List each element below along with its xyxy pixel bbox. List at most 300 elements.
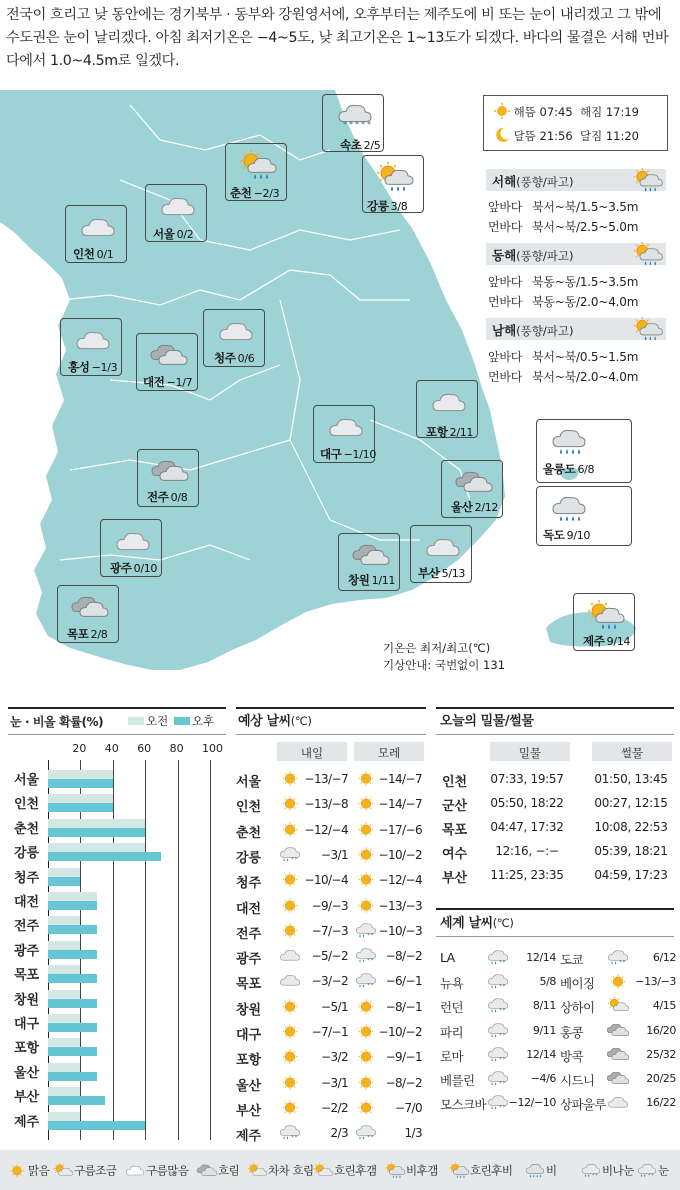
cloud-outline-icon — [124, 1162, 146, 1180]
tide-high: 05:50, 18:22 — [490, 796, 564, 810]
svg-text:*: * — [499, 1057, 502, 1063]
sun-icon — [278, 896, 302, 916]
category-label: 청주 — [14, 870, 40, 886]
forecast-temp-day2: −8/−1 — [385, 999, 422, 1014]
category-label: 부산 — [14, 1090, 40, 1106]
world-city-item — [560, 946, 678, 970]
bar-pm — [48, 852, 161, 861]
forecast-temp-day1: −3/1 — [321, 1075, 348, 1090]
sun-icon — [354, 1047, 378, 1067]
category-label: 제주 — [14, 1114, 40, 1130]
gridline — [178, 760, 179, 1140]
world-city: 뉴욕 — [440, 976, 463, 992]
city-temp: −1/7 — [166, 376, 193, 389]
city-temp: 0/10 — [133, 562, 158, 575]
forecast-day2-header: 모레 — [354, 742, 424, 761]
world-temp: 9/11 — [532, 1023, 556, 1037]
gridline — [113, 760, 114, 1140]
forecast-city: 대구 — [236, 1028, 262, 1043]
city-name: 울산 — [451, 500, 473, 514]
forecast-city: 창원 — [236, 1002, 262, 1018]
world-city-item — [440, 994, 558, 1018]
svg-text:*: * — [502, 1009, 506, 1015]
category-label: 목포 — [14, 968, 40, 984]
tide-row — [440, 864, 675, 888]
forecast-city: 포항 — [236, 1053, 262, 1069]
world-temp: 20/25 — [646, 1072, 676, 1085]
forecast-temp-day2: −7/0 — [395, 1100, 422, 1115]
cloud-icon — [606, 1093, 630, 1113]
world-city: 시드니 — [560, 1073, 595, 1088]
forecast-temp-day1: −13/−8 — [304, 797, 348, 812]
legend-item — [580, 1162, 634, 1180]
x-tick-label: 20 — [72, 742, 87, 755]
svg-text:*: * — [651, 1173, 654, 1179]
x-tick-label: 80 — [169, 742, 184, 755]
city-temp: 1/11 — [371, 574, 396, 587]
svg-text:*: * — [595, 1173, 598, 1179]
world-city-item — [560, 1091, 678, 1115]
city-temp: 2/11 — [449, 426, 474, 439]
category-label: 광주 — [14, 943, 40, 959]
svg-text:*: * — [367, 120, 371, 129]
world-temp: 16/22 — [646, 1096, 676, 1110]
world-city-item — [440, 1067, 558, 1091]
cloud-snow-icon — [486, 1021, 510, 1041]
legend-item — [52, 1162, 116, 1180]
category-label: 춘천 — [14, 821, 40, 837]
sea-east-far: 먼바다 북동~동/2.0~4.0m — [488, 295, 639, 309]
forecast-temp-day2: −12/−4 — [378, 873, 422, 888]
overcast-icon — [70, 592, 110, 624]
forecast-top-rule — [236, 707, 426, 709]
legend-am-swatch — [128, 717, 144, 725]
moonset-time: 달짐 11:20 — [579, 129, 639, 143]
cloud-snow-icon — [278, 845, 302, 865]
category-label: 창원 — [14, 992, 40, 1008]
moon-icon — [494, 127, 510, 143]
city-name: 광주 — [110, 561, 132, 575]
bar-pm — [48, 999, 97, 1008]
world-top-rule — [436, 908, 674, 910]
legend-label: 흐린후갬 — [334, 1163, 377, 1178]
svg-text:*: * — [502, 1033, 506, 1039]
tide-row — [440, 792, 675, 816]
bar-pm — [48, 901, 97, 910]
svg-text:*: * — [499, 1009, 502, 1015]
bar-pm — [48, 1023, 97, 1032]
legend-am-label: 오전 — [146, 714, 169, 728]
sunrise-icon — [494, 103, 510, 119]
sun-icon — [354, 1073, 378, 1093]
cloud-snow-icon — [354, 1123, 378, 1143]
partly-cloudy-rain-icon — [384, 1162, 406, 1180]
category-label: 울산 — [14, 1065, 40, 1081]
city-temp: 2/8 — [90, 628, 108, 641]
legend-label: 흐린후비 — [470, 1163, 513, 1178]
cloud-snow-icon — [486, 1093, 510, 1113]
tide-city: 인천 — [442, 775, 468, 790]
bar-pm — [48, 950, 97, 959]
sea-west-header: 서해(풍향/파고) — [486, 169, 666, 191]
x-tick-label: 100 — [202, 742, 223, 755]
svg-text:*: * — [367, 933, 370, 939]
world-temp: −12/−10 — [508, 1096, 556, 1110]
forecast-city: 대전 — [236, 901, 262, 917]
legend-item — [312, 1162, 376, 1180]
world-city: 베를린 — [440, 1073, 475, 1088]
city-name: 인천 — [73, 247, 95, 261]
sun-icon — [278, 794, 302, 814]
forecast-row — [236, 869, 426, 894]
world-temp: −4/6 — [530, 1072, 556, 1085]
svg-text:*: * — [499, 1082, 502, 1088]
forecast-row — [236, 970, 426, 995]
sunrise-time: 해뜸 07:45 — [513, 105, 573, 119]
cloud-icon — [278, 971, 302, 991]
svg-text:*: * — [349, 120, 353, 129]
map-label-daejeon — [143, 374, 192, 390]
map-label-seoul — [153, 226, 193, 242]
forecast-temp-day1: −9/−3 — [311, 898, 348, 913]
overcast-icon — [196, 1162, 218, 1180]
bar-pm — [48, 828, 145, 837]
forecast-sub-rule — [236, 734, 426, 735]
forecast-temp-day1: −10/−4 — [304, 873, 348, 888]
forecast-row — [236, 1046, 426, 1071]
sun-icon — [354, 1022, 378, 1042]
sun-icon — [278, 1022, 302, 1042]
forecast-temp-day1: −5/−2 — [311, 949, 348, 964]
forecast-temp-day2: −10/−2 — [378, 1025, 422, 1039]
forecast-row — [236, 768, 426, 793]
sea-west-near: 앞바다 북서~북/1.5~3.5m — [488, 200, 639, 214]
cloud-rain-icon — [549, 426, 589, 458]
map-label-gangneung — [367, 198, 407, 214]
sea-east-icon — [632, 242, 664, 268]
forecast-temp-day1: −3/2 — [321, 1050, 348, 1065]
partly-cloudy-rain-icon — [375, 162, 415, 194]
sun-icon — [6, 1162, 28, 1180]
city-temp: −1/10 — [343, 448, 377, 461]
world-city: 상하이 — [560, 1000, 595, 1016]
sun-icon — [278, 1047, 302, 1067]
cloud-icon — [113, 526, 153, 558]
svg-text:*: * — [291, 858, 294, 864]
bar-pm — [48, 1047, 97, 1056]
legend-item — [636, 1162, 669, 1180]
sunset-time: 해짐 17:19 — [579, 105, 639, 119]
legend-label: 구름많음 — [146, 1163, 189, 1178]
world-temp: 6/12 — [652, 951, 676, 964]
forecast-temp-day1: −13/−7 — [304, 772, 348, 786]
tide-low: 05:39, 18:21 — [594, 844, 668, 858]
cloud-snow-icon — [354, 921, 378, 941]
city-name: 대구 — [320, 447, 342, 461]
svg-text:*: * — [648, 1173, 651, 1179]
world-city: 베이징 — [560, 976, 595, 992]
world-sub-rule — [436, 936, 674, 937]
tide-low: 04:59, 17:23 — [594, 868, 668, 882]
forecast-day1-header: 내일 — [277, 742, 347, 761]
forecast-temp-day1: −3/1 — [321, 847, 348, 862]
legend-item — [6, 1162, 49, 1180]
legend-pm-swatch — [174, 717, 190, 725]
legend-label: 눈 — [658, 1163, 669, 1178]
overcast-icon — [606, 1021, 630, 1041]
tides-sub-rule — [436, 734, 674, 735]
svg-text:*: * — [367, 1136, 370, 1142]
cloud-icon — [73, 325, 113, 357]
forecast-row — [236, 1072, 426, 1097]
sea-east-near: 앞바다 북동~동/1.5~3.5m — [488, 275, 639, 289]
sun-icon — [354, 845, 378, 865]
svg-text:*: * — [619, 961, 622, 967]
tide-city: 부산 — [442, 871, 468, 886]
sun-icon — [354, 794, 378, 814]
svg-text:*: * — [294, 1136, 298, 1142]
svg-text:*: * — [499, 1106, 502, 1112]
overcast-icon — [606, 1069, 630, 1089]
gridline — [210, 760, 211, 1140]
sun-icon — [278, 1073, 302, 1093]
category-label: 전주 — [14, 919, 40, 935]
tide-city: 군산 — [442, 799, 468, 814]
partly-cloudy-icon — [246, 1162, 268, 1180]
cloud-snow-icon — [486, 1069, 510, 1089]
world-city-item — [440, 946, 558, 970]
forecast-city: 부산 — [236, 1103, 262, 1119]
cloud-icon — [326, 412, 366, 444]
svg-text:*: * — [355, 120, 359, 129]
map-label-chuncheon — [230, 185, 279, 201]
tide-city: 여수 — [442, 847, 468, 862]
svg-text:*: * — [499, 961, 502, 967]
city-temp: 5/13 — [441, 567, 466, 580]
map-label-mokpo — [67, 626, 107, 642]
svg-text:*: * — [367, 959, 370, 965]
world-temp: 5/8 — [539, 975, 556, 989]
svg-text:*: * — [502, 1106, 506, 1112]
world-temp: −13/−3 — [635, 975, 676, 989]
forecast-city: 춘천 — [236, 825, 262, 841]
world-city-item — [560, 1067, 678, 1091]
sea-south-far: 먼바다 북서~북/2.0~4.0m — [488, 370, 639, 384]
city-name: 울릉도 — [543, 462, 576, 476]
svg-text:*: * — [343, 120, 347, 129]
forecast-title: 예상 날씨(℃) — [238, 714, 312, 729]
sea-west-icon — [632, 168, 664, 194]
sea-south-icon — [632, 317, 664, 343]
legend-item — [196, 1162, 239, 1180]
partly-cloudy-rain-icon — [586, 600, 626, 632]
sun-row — [494, 103, 639, 120]
svg-text:*: * — [294, 858, 298, 864]
forecast-temp-day2: −9/−1 — [385, 1050, 422, 1065]
svg-text:*: * — [592, 1173, 595, 1179]
forecast-city: 제주 — [236, 1129, 262, 1145]
chart-sub-rule — [8, 734, 226, 735]
forecast-temp-day2: −10/−3 — [378, 923, 422, 938]
world-city: 로마 — [440, 1048, 463, 1064]
svg-text:*: * — [502, 1082, 506, 1088]
partly-cloudy-rain-icon — [448, 1162, 470, 1180]
world-title: 세계 날씨(℃) — [440, 916, 514, 931]
tide-low: 00:27, 12:15 — [594, 796, 668, 810]
cloud-snow-icon — [486, 972, 510, 992]
city-temp: 9/14 — [606, 635, 631, 648]
svg-text:*: * — [499, 1033, 502, 1039]
map-label-dokdo — [543, 527, 590, 543]
cloud-snow-icon — [636, 1162, 658, 1180]
bar-pm — [48, 779, 113, 788]
legend-item — [384, 1162, 438, 1180]
tides-title: 오늘의 밀물/썰물 — [440, 714, 534, 729]
city-name: 강릉 — [367, 199, 389, 213]
world-city-item — [560, 994, 678, 1018]
city-name: 춘천 — [230, 186, 252, 200]
sun-icon — [278, 1098, 302, 1118]
partly-cloudy-icon — [606, 996, 630, 1016]
forecast-row — [236, 895, 426, 920]
forecast-city: 전주 — [236, 926, 262, 942]
forecast-city: 강릉 — [236, 850, 262, 866]
bar-pm — [48, 803, 113, 812]
forecast-row — [236, 1097, 426, 1122]
chart-top-rule — [8, 707, 226, 709]
city-temp: 0/8 — [170, 491, 188, 504]
sun-icon — [278, 820, 302, 840]
cloud-icon — [78, 212, 118, 244]
bar-pm — [48, 877, 80, 886]
cloud-snow-icon — [354, 971, 378, 991]
forecast-temp-day2: −14/−7 — [378, 797, 422, 812]
partly-cloudy-rain-icon — [238, 150, 278, 182]
legend-pm-label: 오후 — [192, 714, 215, 728]
city-temp: 0/1 — [96, 248, 114, 261]
x-tick-label: 40 — [104, 742, 119, 755]
forecast-temp-day2: −17/−6 — [378, 822, 422, 837]
legend-label: 비나눈 — [602, 1163, 634, 1178]
forecast-row — [236, 1021, 426, 1046]
sun-icon — [354, 820, 378, 840]
bar-pm — [48, 1096, 105, 1105]
world-city: 런던 — [440, 1000, 463, 1016]
tide-high: 04:47, 17:32 — [490, 820, 564, 834]
svg-text:*: * — [502, 985, 506, 991]
category-label: 인천 — [14, 797, 40, 813]
tides-top-rule — [436, 707, 674, 709]
cloud-icon — [423, 532, 463, 564]
cloud-snow-icon — [486, 948, 510, 968]
legend-item — [524, 1162, 557, 1180]
world-temp: 16/20 — [646, 1023, 676, 1037]
moon-row — [494, 127, 639, 144]
cloud-icon — [216, 316, 256, 348]
forecast-temp-day2: −8/−2 — [385, 1075, 422, 1090]
map-label-cheongju — [214, 350, 254, 366]
world-city-item — [440, 970, 558, 994]
forecast-row — [236, 945, 426, 970]
svg-text:*: * — [370, 984, 374, 990]
bar-pm — [48, 925, 97, 934]
legend-item — [246, 1162, 314, 1180]
map-label-hongseong — [68, 359, 117, 375]
cloud-snow-icon — [278, 1123, 302, 1143]
cloud-icon — [429, 387, 469, 419]
snow-rain-icon — [335, 101, 375, 133]
world-city: 도쿄 — [560, 952, 583, 967]
sun-icon — [354, 997, 378, 1017]
sun-icon — [354, 896, 378, 916]
overcast-icon — [606, 1045, 630, 1065]
sea-south-near: 앞바다 북서~북/0.5~1.5m — [488, 350, 639, 364]
tide-city: 목포 — [442, 823, 468, 838]
forecast-temp-day1: −7/−3 — [311, 923, 348, 938]
legend-label: 맑음 — [28, 1163, 50, 1178]
cloud-snow-icon — [486, 996, 510, 1016]
city-temp: −1/3 — [91, 361, 118, 374]
world-city-item — [440, 1091, 558, 1115]
world-temp: 12/14 — [526, 1047, 556, 1061]
world-city-item — [560, 1043, 678, 1067]
forecast-city: 울산 — [236, 1078, 262, 1094]
cloud-snow-icon — [354, 946, 378, 966]
city-temp: 0/2 — [176, 228, 194, 241]
city-temp: 0/6 — [237, 352, 255, 365]
legend-label: 흐림 — [218, 1163, 240, 1178]
bar-pm — [48, 1072, 97, 1081]
forecast-temp-day2: −6/−1 — [385, 974, 422, 989]
map-label-jeonju — [147, 489, 187, 505]
city-name: 부산 — [418, 566, 440, 580]
cloud-icon — [278, 946, 302, 966]
svg-text:*: * — [502, 961, 506, 967]
partly-cloudy-icon — [52, 1162, 74, 1180]
cloud-snow-icon — [606, 948, 630, 968]
sea-west-far: 먼바다 북서~북/2.5~5.0m — [488, 220, 639, 234]
forecast-city: 청주 — [236, 876, 262, 892]
category-label: 서울 — [14, 773, 40, 788]
city-name: 전주 — [147, 490, 169, 504]
map-label-jeju — [583, 633, 630, 649]
forecast-city: 서울 — [236, 775, 262, 790]
forecast-temp-day2: −8/−2 — [385, 949, 422, 964]
world-temp: 8/11 — [532, 999, 556, 1013]
city-name: 속초 — [340, 138, 362, 152]
temp-note: 기온은 최저/최고(℃) — [383, 641, 491, 655]
city-temp: 6/8 — [577, 463, 595, 476]
svg-text:*: * — [622, 961, 626, 967]
legend-label: 비 — [546, 1163, 557, 1178]
city-temp: 9/10 — [566, 529, 591, 542]
tide-row — [440, 816, 675, 840]
tide-high: 11:25, 23:35 — [490, 868, 564, 882]
forecast-temp-day1: −3/−2 — [311, 974, 348, 989]
map-label-gwangju — [110, 560, 157, 576]
sun-icon — [354, 769, 378, 789]
forecast-summary: 전국이 흐리고 낮 동안에는 경기북부 · 동부와 강원영서에, 오후부터는 제주도에 비 또는 눈이 내리겠고 그 밖에 수도권은 눈이 날리겠다. 아침 최저기온은 −4~5도, 낮 최고기온은 1~13도가 되겠다. 바다의 물결은 서해 먼바다에서 1.0~4.5m로 일겠다. — [6, 7, 669, 69]
forecast-temp-day1: −2/2 — [321, 1100, 348, 1115]
map-label-ulleungdo — [543, 461, 594, 477]
map-label-busan — [418, 565, 465, 581]
sun-icon — [354, 870, 378, 890]
map-label-changwon — [348, 572, 395, 588]
legend-item — [124, 1162, 188, 1180]
sun-icon — [354, 1098, 378, 1118]
category-label: 포항 — [14, 1041, 40, 1057]
forecast-city: 광주 — [236, 952, 262, 968]
